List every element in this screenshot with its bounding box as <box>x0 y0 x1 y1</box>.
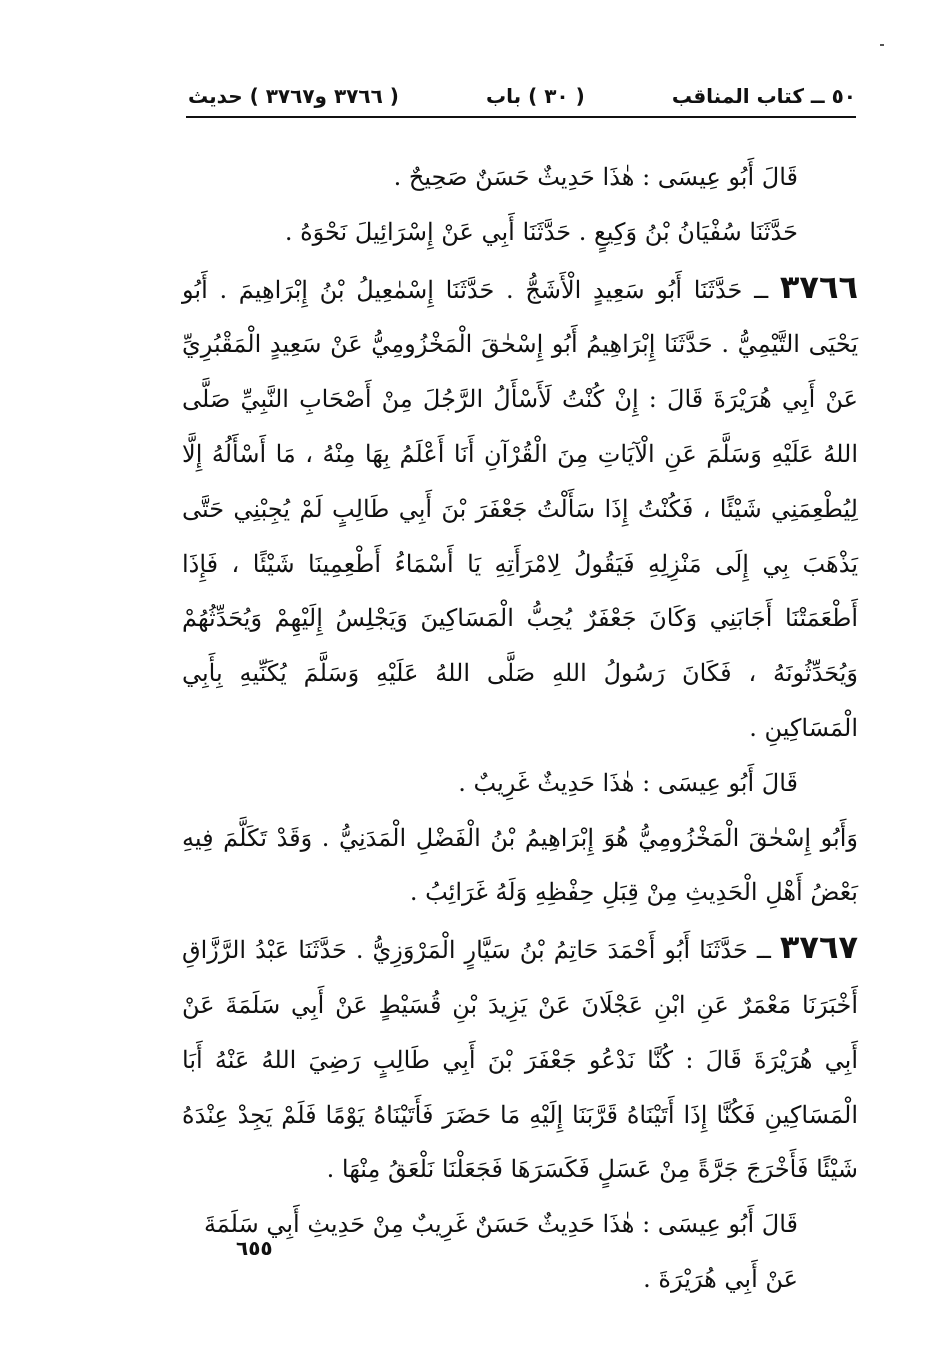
margin-mark <box>880 44 884 46</box>
chain-line: حَدَّثَنَا سُفْيَانُ بْنُ وَكِيعٍ . حَدَّثَنَا أَبِي عَنْ إِسْرَائِيلَ نَحْوَهُ . <box>284 217 798 246</box>
hadith-3767 <box>182 920 858 1197</box>
hadith-3766 <box>182 260 858 756</box>
narrator-note: وَأَبُو إِسْحٰقَ الْمَخْزُومِيُّ هُوَ إِبْرَاهِيمُ بْنُ الْفَضْلِ الْمَدَنِيُّ . وَقَدْ تَكَلَّمَ فِيهِ بَعْضُ أَهْلِ الْحَدِيثِ مِنْ قِبَلِ حِفْظِهِ وَلَهُ غَرَائِبُ . <box>182 823 858 907</box>
hadith-3766-opening: ــ حَدَّثَنَا أَبُو سَعِيدٍ الْأَشَجُّ . حَدَّثَنَا إِسْمٰعِيلُ بْنُ إِبْرَاهِيمَ . <box>219 275 769 304</box>
hadith-number-3766: ٣٧٦٦ <box>779 267 858 306</box>
page-number: ٦٥٥ <box>236 1236 273 1260</box>
grading-line-1: قَالَ أَبُو عِيسَى : هٰذَا حَدِيثٌ حَسَنٌ صَحِيحٌ . <box>393 163 798 191</box>
grading-line-2: قَالَ أَبُو عِيسَى : هٰذَا حَدِيثٌ غَرِيبٌ . <box>458 768 798 797</box>
header-hadith-range: ( ٣٧٦٦ و٣٧٦٧ ) حديث <box>188 84 399 108</box>
running-header <box>188 78 856 114</box>
header-section: ٥٠ ــ كتاب المناقب <box>671 84 856 108</box>
header-rule <box>186 116 856 118</box>
page-body <box>182 150 858 1307</box>
grading-line-3: قَالَ أَبُو عِيسَى : هٰذَا حَدِيثٌ حَسَنٌ غَرِيبٌ مِنْ حَدِيثِ أَبِي سَلَمَةَ عَنْ أَبِي هُرَيْرَةَ . <box>203 1210 798 1293</box>
hadith-3767-text: ــ حَدَّثَنَا أَبُو أَحْمَدَ حَاتِمُ بْنُ سَيَّارٍ الْمَرْوَزِيُّ . حَدَّثَنَا عَبْدُ الرَّزَّاقِ أَخْبَرَنَا مَعْمَرٌ عَنِ ابْنِ عَجْلَانَ عَنْ يَزِيدَ بْنِ قُسَيْطٍ عَنْ أَبِي سَلَمَةَ عَنْ أَبِي هُرَيْرَةَ قَالَ : كُنَّا نَدْعُو جَعْفَرَ بْنَ أَبِي طَالِبٍ رَضِيَ اللهُ عَنْهُ أَبَا الْمَسَاكِينِ فَكُنَّا إِذَا أَتَيْنَاهُ قَرَّبَنَا إِلَيْهِ مَا حَضَرَ فَأَتَيْنَاهُ يَوْمًا فَلَمْ يَجِدْ عِنْدَهُ شَيْئًا فَأَخْرَجَ جَرَّةً مِنْ عَسَلٍ فَكَسَرَهَا فَجَعَلْنَا نَلْعَقُ مِنْهَا . <box>182 936 858 1184</box>
hadith-3766-body: أَبُو يَحْيَى التَّيْمِيُّ . حَدَّثَنَا إِبْرَاهِيمُ أَبُو إِسْحٰقَ الْمَخْزُومِيُّ عَنْ سَعِيدٍ الْمَقْبُرِيِّ عَنْ أَبِي هُرَيْرَةَ قَالَ : إِنْ كُنْتُ لَأَسْأَلُ الرَّجُلَ مِنْ أَصْحَابِ النَّبِيِّ صَلَّى اللهُ عَلَيْهِ وَسَلَّمَ عَنِ الْآيَاتِ مِنَ الْقُرْآنِ أَنَا أَعْلَمُ بِهَا مِنْهُ ، مَا أَسْأَلُهُ إِلَّا لِيُطْعِمَنِي شَيْئًا ، فَكُنْتُ إِذَا سَأَلْتُ جَعْفَرَ بْنَ أَبِي طَالِبٍ لَمْ يُجِبْنِي حَتَّى يَذْهَبَ بِي إِلَى مَنْزِلِهِ فَيَقُولُ لِامْرَأَتِهِ يَا أَسْمَاءُ أَطْعِمِينَا شَيْئًا ، فَإِذَا أَطْعَمَتْنَا أَجَابَنِي وَكَانَ جَعْفَرٌ يُحِبُّ الْمَسَاكِينَ وَيَجْلِسُ إِلَيْهِمْ وَيُحَدِّثُهُمْ وَيُحَدِّثُونَهُ ، فَكَانَ رَسُولُ اللهِ صَلَّى اللهُ عَلَيْهِ وَسَلَّمَ يُكَنِّيهِ بِأَبِي الْمَسَاكِينِ . <box>182 275 858 742</box>
hadith-number-3767: ٣٧٦٧ <box>779 928 858 967</box>
header-chapter: ( ٣٠ ) باب <box>486 84 585 108</box>
